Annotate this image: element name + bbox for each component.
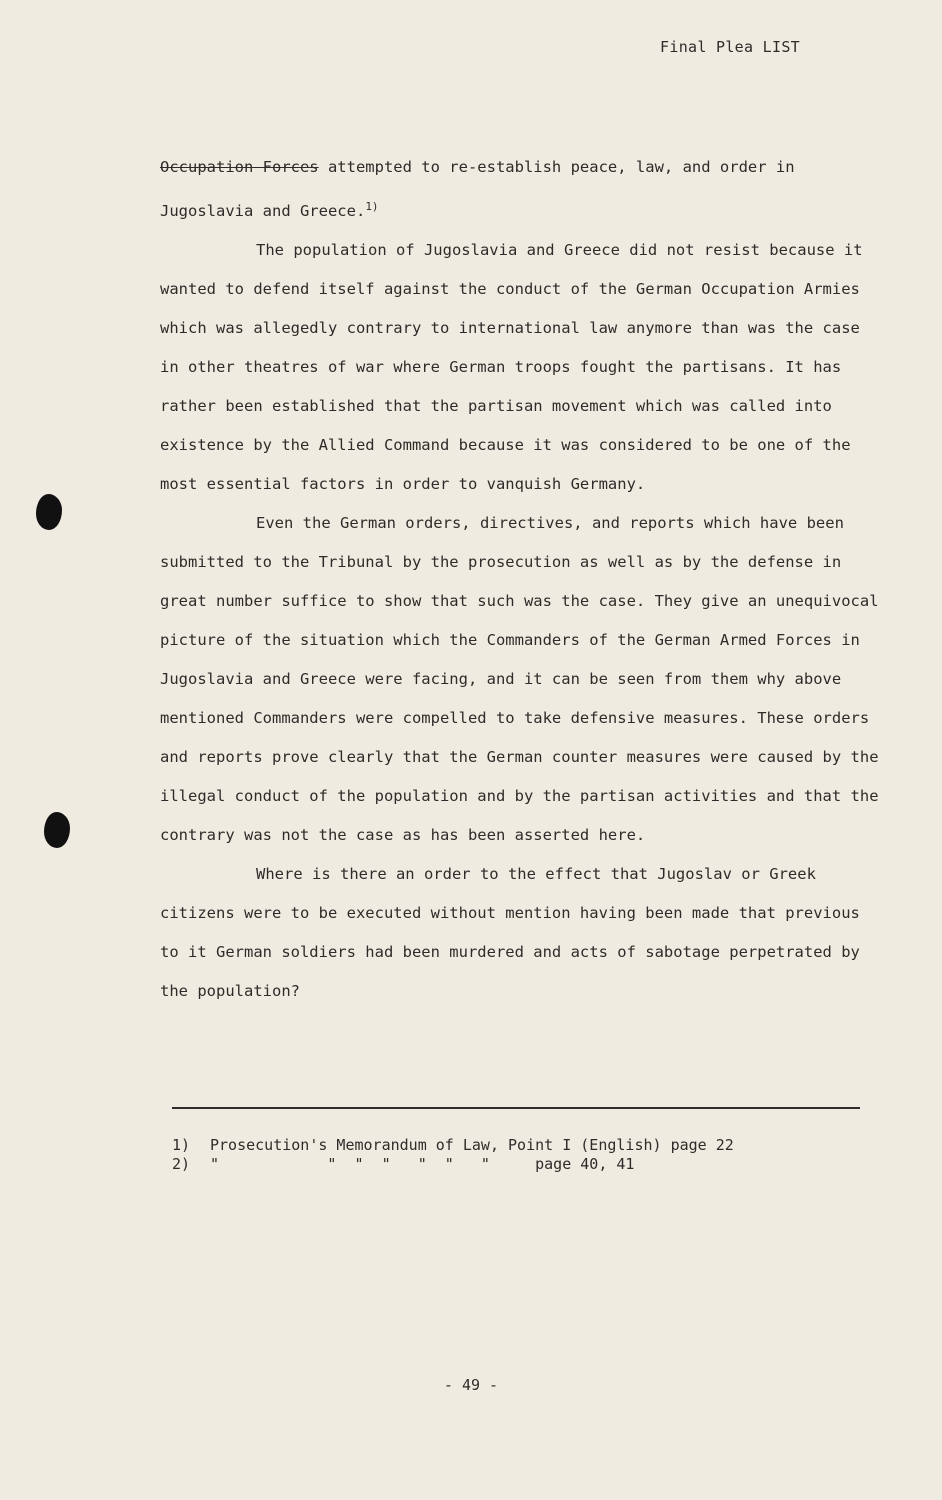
footnote-ref-1: 1): [365, 200, 379, 213]
page-header: Final Plea LIST: [660, 38, 800, 56]
paragraph-1-text: attempted to re-establish peace, law, and order in Jugoslavia and Greece.: [160, 158, 795, 220]
footnote-number: 1): [172, 1136, 191, 1154]
footnotes: [172, 1136, 852, 1174]
punch-hole-icon: [44, 812, 70, 848]
paragraph-2: The population of Jugoslavia and Greece did not resist because it wanted to defend itself against the conduct of the German Occupation Armies which was allegedly contrary to international law anymore than was the case in other theatres of war where German troops fought the partisans. It has rather been established that the partisan movement which was called into existence by the Allied Command because it was considered to be one of the most essential factors in order to vanquish Germany.: [160, 241, 863, 493]
footnote-1: [172, 1136, 852, 1155]
footnote-text: Prosecution's Memorandum of Law, Point I (English) page 22: [210, 1136, 734, 1154]
punch-hole-icon: [36, 494, 62, 530]
page-number: - 49 -: [443, 1376, 499, 1394]
paragraph-4: Where is there an order to the effect that Jugoslav or Greek citizens were to be executed without mention having been made that previous to it German soldiers had been murdered and acts of sabotage perpetrated by the population?: [160, 865, 860, 1000]
body-text: [160, 148, 880, 1011]
footnote-2: [172, 1155, 852, 1174]
paragraph-1: [160, 148, 880, 231]
footnote-divider: [172, 1107, 860, 1109]
paragraph-3: Even the German orders, directives, and reports which have been submitted to the Tribunal by the prosecution as well as by the defense in great number suffice to show that such was the case. They give an unequivocal picture of the situation which the Commanders of the German Armed Forces in Jugoslavia and Greece were facing, and it can be seen from them why above mentioned Commanders were compelled to take defensive measures. These orders and reports prove clearly that the German counter measures were caused by the illegal conduct of the population and by the partisan activities and that the contrary was not the case as has been asserted here.: [160, 514, 879, 844]
footnote-number: 2): [172, 1155, 191, 1173]
struck-text: Occupation Forces: [160, 158, 319, 176]
footnote-text: " " " " " " " page 40, 41: [210, 1155, 635, 1173]
